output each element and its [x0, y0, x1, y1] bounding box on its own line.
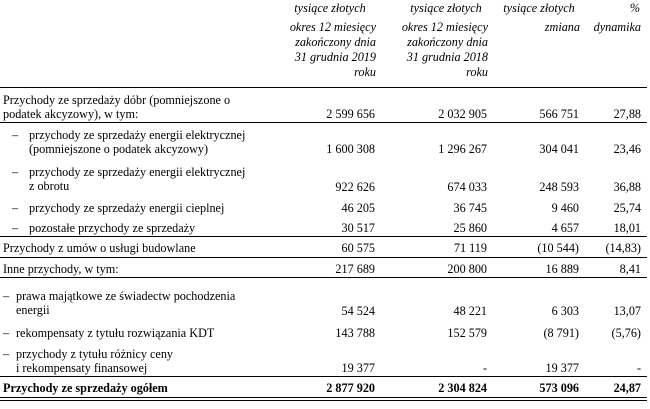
row-label: przychody z tytułu różnicy ceny [16, 347, 174, 361]
col2-period: okres 12 miesięcy [401, 20, 488, 34]
value-2019: 922 626 [335, 180, 375, 194]
value-2019: 1 600 308 [326, 142, 375, 156]
row-label: pozostałe przychody ze sprzedaży [29, 221, 196, 235]
value-2018: 674 033 [447, 180, 487, 194]
value-dynamics: 25,74 [613, 201, 641, 215]
value-change: 16 889 [545, 262, 579, 276]
row-dash: – [3, 326, 10, 340]
row-label: Inne przychody, w tym: [3, 262, 119, 276]
col2-unit: tysiące złotych [410, 1, 482, 15]
value-2018: 48 221 [453, 304, 487, 318]
row-dash: – [12, 221, 19, 235]
col1-date: 31 grudnia 2019 [294, 50, 376, 64]
row-label-cont: (pomniejszone o podatek akcyzowy) [29, 142, 209, 156]
value-dynamics: (5,76) [611, 326, 641, 340]
value-change: 573 096 [539, 381, 579, 395]
col3-label: zmiana [544, 20, 580, 34]
row-dash: – [3, 289, 10, 303]
value-dynamics: 18,01 [613, 221, 641, 235]
row-label: przychody ze sprzedaży energii elektrycznej [29, 128, 246, 142]
value-2019: 19 377 [341, 361, 375, 375]
value-change: 248 593 [539, 180, 579, 194]
value-dynamics: (14,83) [605, 241, 641, 255]
value-change: 304 041 [539, 142, 579, 156]
row-dash: – [12, 165, 19, 179]
row-dash: – [3, 347, 10, 361]
value-dynamics: 36,88 [613, 180, 641, 194]
col1-period: okres 12 miesięcy [289, 20, 376, 34]
row-rule [0, 376, 647, 377]
value-2018: - [482, 361, 487, 375]
value-2018: 2 032 905 [438, 107, 487, 121]
value-2019: 2 599 656 [326, 107, 375, 121]
value-2019: 217 689 [335, 262, 375, 276]
value-change: 9 460 [551, 201, 579, 215]
row-rule [0, 122, 647, 123]
row-label-cont: i rekompensaty finansowej [16, 361, 148, 375]
row-label: przychody ze sprzedaży energii elektrycznej [29, 165, 246, 179]
col4-label: dynamika [593, 20, 641, 34]
value-dynamics: - [636, 361, 641, 375]
value-dynamics: 13,07 [613, 304, 641, 318]
value-2018: 1 296 267 [438, 142, 487, 156]
value-change: 4 657 [551, 221, 579, 235]
value-2019: 143 788 [335, 326, 375, 340]
total-rule [0, 397, 647, 398]
row-label-cont: podatek akcyzowy), w tym: [3, 107, 139, 121]
value-2019: 60 575 [341, 241, 375, 255]
value-change: 566 751 [539, 107, 579, 121]
row-label: prawa majątkowe ze świadectw pochodzenia [16, 289, 236, 303]
value-change: 6 303 [551, 304, 579, 318]
col2-ended: zakończony dnia [407, 35, 488, 49]
row-label: przychody ze sprzedaży energii cieplnej [29, 201, 225, 215]
col4-unit: % [629, 1, 640, 15]
row-label: Przychody ze sprzedaży ogółem [3, 381, 168, 395]
value-change: 19 377 [545, 361, 579, 375]
value-2018: 200 800 [447, 262, 487, 276]
col1-year: roku [354, 65, 376, 79]
value-dynamics: 27,88 [613, 107, 641, 121]
row-rule [0, 277, 647, 278]
col3-unit: tysiące złotych [503, 1, 575, 15]
header-rule [0, 87, 647, 88]
col2-year: roku [466, 65, 488, 79]
value-dynamics: 24,87 [613, 381, 641, 395]
col2-date: 31 grudnia 2018 [406, 50, 488, 64]
value-2019: 30 517 [341, 221, 375, 235]
value-2018: 36 745 [453, 201, 487, 215]
value-2018: 2 304 824 [438, 381, 487, 395]
row-label: Przychody ze sprzedaży dóbr (pomniejszone o [3, 93, 231, 107]
row-label: Przychody z umów o usługi budowlane [3, 241, 196, 255]
row-rule [0, 236, 647, 237]
value-2019: 54 524 [341, 304, 375, 318]
row-dash: – [12, 128, 19, 142]
col1-unit: tysiące złotych [294, 1, 366, 15]
row-rule [0, 257, 647, 258]
value-2019: 46 205 [341, 201, 375, 215]
value-dynamics: 8,41 [619, 262, 641, 276]
row-dash: – [12, 201, 19, 215]
value-2019: 2 877 920 [326, 381, 375, 395]
value-dynamics: 23,46 [613, 142, 641, 156]
total-rule-double [0, 400, 647, 401]
value-2018: 152 579 [447, 326, 487, 340]
value-change: (8 791) [543, 326, 579, 340]
row-label-cont: energii [16, 303, 50, 317]
value-change: (10 544) [537, 241, 579, 255]
col1-ended: zakończony dnia [295, 35, 376, 49]
value-2018: 25 860 [453, 221, 487, 235]
row-label: rekompensaty z tytułu rozwiązania KDT [16, 326, 215, 340]
row-label-cont: z obrotu [29, 179, 70, 193]
value-2018: 71 119 [453, 241, 487, 255]
